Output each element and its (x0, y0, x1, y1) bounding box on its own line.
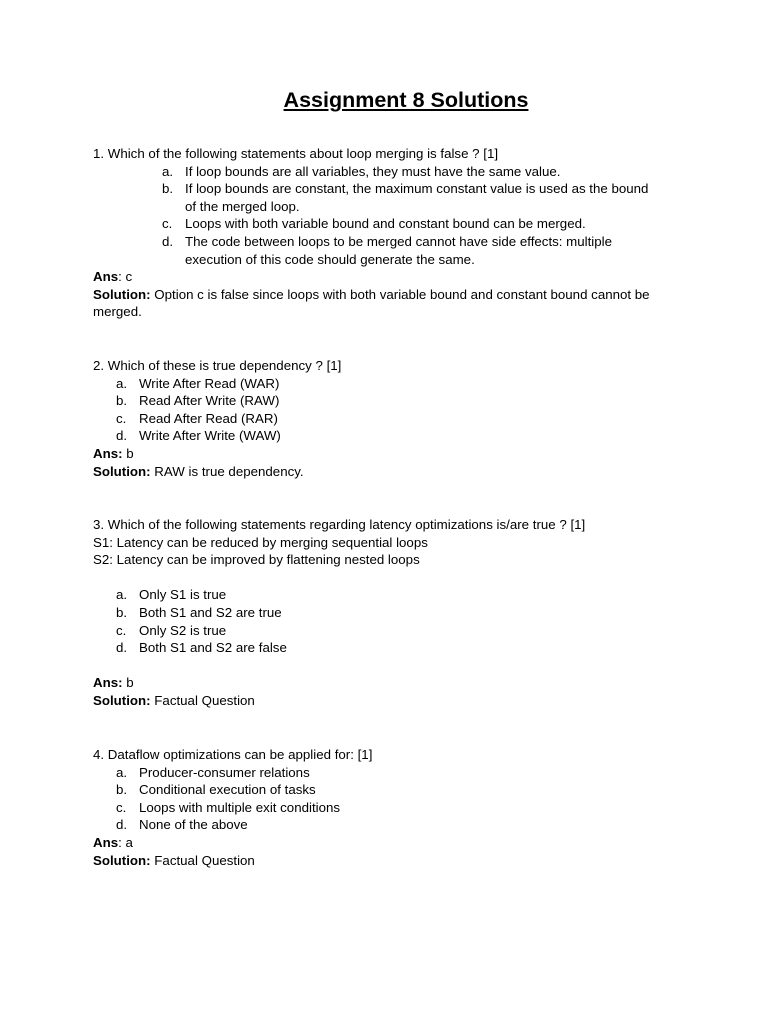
answer-line (93, 674, 673, 692)
option-text: Conditional execution of tasks (139, 782, 316, 798)
question-text: 1. Which of the following statements about loop merging is false ? [1] (93, 146, 499, 161)
option-text: Both S1 and S2 are true (139, 604, 282, 620)
option-marker: b. (162, 181, 174, 197)
option-a (93, 764, 673, 782)
option-text: Write After Read (WAR) (139, 375, 280, 391)
solution-text: Option c is false since loops with both variable bound and constant bound cannot be merged. (93, 286, 650, 320)
solution-text: Factual Question (150, 852, 255, 868)
option-text: If loop bounds are constant, the maximum constant value is used as the bound of the merged loop. (185, 181, 649, 214)
answer-line (93, 268, 673, 286)
option-text: Only S1 is true (139, 587, 227, 603)
answer-value: b (122, 445, 134, 461)
question-1 (93, 145, 673, 321)
option-text: Loops with both variable bound and constant bound can be merged. (185, 216, 586, 232)
answer-value: : c (118, 269, 133, 285)
option-d (93, 639, 673, 657)
question-3 (93, 516, 673, 710)
option-a (93, 375, 673, 393)
option-marker: b. (116, 393, 128, 409)
option-marker: d. (162, 233, 174, 249)
option-marker: c. (116, 622, 127, 638)
statement-s1: S1: Latency can be reduced by merging sequential loops (93, 534, 428, 550)
question-2 (93, 357, 673, 480)
option-text: The code between loops to be merged cannot have side effects: multiple execution of this code should generate the same. (185, 233, 613, 267)
option-text: Both S1 and S2 are false (139, 640, 287, 656)
option-c (93, 799, 673, 817)
answer-value: : a (118, 834, 133, 850)
option-marker: a. (116, 764, 128, 780)
option-text: Producer-consumer relations (139, 764, 310, 780)
statement-s2: S2: Latency can be improved by flattening nested loops (93, 552, 420, 568)
solution-text: Factual Question (150, 692, 255, 708)
answer-label: Ans: (93, 445, 123, 461)
option-b (93, 180, 673, 215)
option-d (93, 816, 673, 834)
solution-label: Solution: (93, 692, 151, 708)
option-marker: a. (116, 587, 128, 603)
solution-label: Solution: (93, 852, 151, 868)
question-text: 3. Which of the following statements regarding latency optimizations is/are true ? [1] (93, 517, 586, 532)
solution-label: Solution: (93, 286, 151, 302)
question-text: 2. Which of these is true dependency ? [1] (93, 358, 342, 373)
option-text: None of the above (139, 817, 248, 833)
option-b (93, 781, 673, 799)
option-marker: c. (162, 216, 173, 232)
solution-label: Solution: (93, 463, 151, 479)
option-d (93, 233, 673, 268)
answer-label: Ans: (93, 675, 123, 691)
option-text: Only S2 is true (139, 622, 227, 638)
option-c (93, 622, 673, 640)
answer-label: Ans (93, 269, 119, 285)
option-text: If loop bounds are all variables, they must have the same value. (185, 163, 561, 179)
option-marker: c. (116, 799, 127, 815)
solution-line (93, 286, 673, 321)
option-marker: d. (116, 640, 128, 656)
answer-line (93, 834, 673, 852)
option-d (93, 427, 673, 445)
option-text: Read After Write (RAW) (139, 393, 280, 409)
option-b (93, 604, 673, 622)
option-c (93, 410, 673, 428)
solution-line (93, 852, 673, 870)
option-marker: d. (116, 428, 128, 444)
option-a (93, 163, 673, 181)
option-marker: d. (116, 817, 128, 833)
option-text: Write After Write (WAW) (139, 428, 281, 444)
page-title: Assignment 8 Solutions (283, 88, 529, 112)
option-text: Loops with multiple exit conditions (139, 799, 341, 815)
option-marker: b. (116, 604, 128, 620)
solution-line (93, 692, 673, 710)
solution-text: RAW is true dependency. (150, 463, 304, 479)
answer-value: b (122, 675, 134, 691)
question-text: 4. Dataflow optimizations can be applied for: [1] (93, 747, 373, 762)
option-marker: c. (116, 410, 127, 426)
option-marker: a. (162, 163, 174, 179)
option-marker: b. (116, 782, 128, 798)
option-c (93, 215, 673, 233)
answer-line (93, 445, 673, 463)
answer-label: Ans (93, 834, 119, 850)
option-a (93, 586, 673, 604)
question-4 (93, 746, 673, 869)
option-marker: a. (116, 375, 128, 391)
option-b (93, 392, 673, 410)
solution-line (93, 463, 673, 481)
option-text: Read After Read (RAR) (139, 410, 278, 426)
